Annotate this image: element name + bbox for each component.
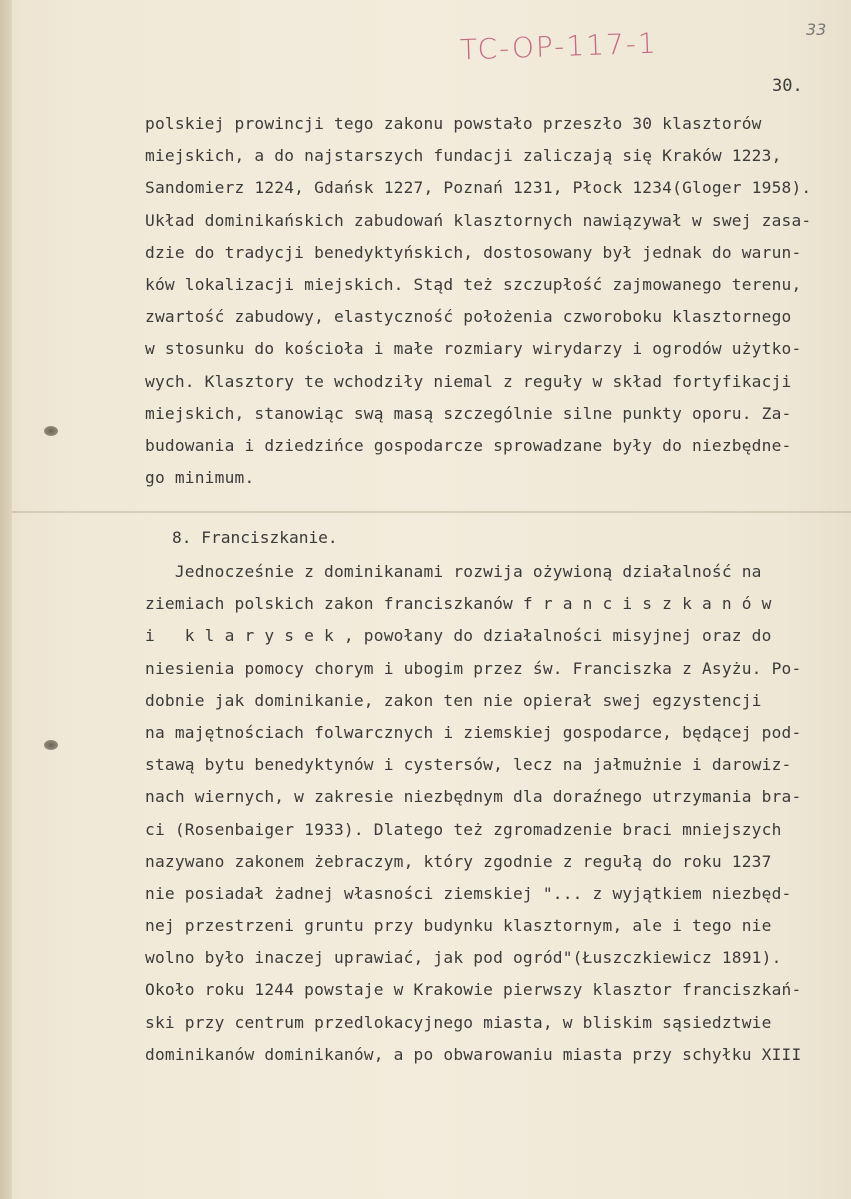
text-line: nazywano zakonem żebraczym, który zgodnie z regułą do roku 1237: [145, 851, 772, 871]
text-line: Sandomierz 1224, Gdańsk 1227, Poznań 1231, Płock 1234(Gloger 1958).: [145, 178, 812, 198]
text-line: wolno było inaczej uprawiać, jak pod ogród"(Łuszczkiewicz 1891).: [145, 948, 782, 968]
archive-reference: TC-OP-117-1: [459, 26, 659, 67]
text-line: w stosunku do kościoła i małe rozmiary wirydarzy i ogrodów użytko-: [145, 339, 802, 359]
text-line: niesienia pomocy chorym i ubogim przez św. Franciszka z Asyżu. Po-: [145, 658, 802, 678]
text-line: ziemiach polskich zakon franciszkanów f r a n c i s z k a n ó w: [145, 594, 772, 614]
text-line: Około roku 1244 powstaje w Krakowie pierwszy klasztor franciszkań-: [145, 980, 802, 1000]
punch-hole: [44, 426, 58, 436]
section-heading: 8. Franciszkanie.: [172, 528, 338, 547]
text-line: zwartość zabudowy, elastyczność położenia czworoboku klasztornego: [145, 307, 792, 327]
text-line: go minimum.: [145, 468, 255, 488]
punch-hole: [44, 740, 58, 750]
paragraph-1: [145, 108, 835, 494]
text-line: wych. Klasztory te wchodziły niemal z reguły w skład fortyfikacji: [145, 371, 792, 391]
fold-line: [12, 511, 851, 513]
text-line: dzie do tradycji benedyktyńskich, dostosowany był jednak do warun-: [145, 242, 802, 262]
text-line: na majętnościach folwarcznych i ziemskiej gospodarce, będącej pod-: [145, 722, 802, 742]
paragraph-2: [145, 556, 835, 1071]
text-line: stawą bytu benedyktynów i cystersów, lecz na jałmużnie i darowiz-: [145, 755, 792, 775]
text-line: dominikanów dominikanów, a po obwarowaniu miasta przy schyłku XIII: [145, 1044, 802, 1064]
text-line: nie posiadał żadnej własności ziemskiej "... z wyjątkiem niezbęd-: [145, 883, 792, 903]
text-line: miejskich, a do najstarszych fundacji zaliczają się Kraków 1223,: [145, 146, 782, 166]
text-line: dobnie jak dominikanie, zakon ten nie opierał swej egzystencji: [145, 690, 762, 710]
text-line: Układ dominikańskich zabudowań klasztornych nawiązywał w swej zasa-: [145, 210, 812, 230]
text-line: nach wiernych, w zakresie niezbędnym dla doraźnego utrzymania bra-: [145, 787, 802, 807]
text-line: ci (Rosenbaiger 1933). Dlatego też zgromadzenie braci mniejszych: [145, 819, 782, 839]
corner-number: 33: [806, 20, 827, 39]
page-number: 30.: [772, 76, 803, 96]
text-line: polskiej prowincji tego zakonu powstało przeszło 30 klasztorów: [145, 114, 762, 133]
text-line: ski przy centrum przedlokacyjnego miasta, w bliskim sąsiedztwie: [145, 1012, 772, 1032]
text-line: nej przestrzeni gruntu przy budynku klasztornym, ale i tego nie: [145, 916, 772, 936]
text-line: miejskich, stanowiąc swą masą szczególnie silne punkty oporu. Za-: [145, 403, 792, 423]
text-line: Jednocześnie z dominikanami rozwija ożywioną działalność na: [145, 562, 762, 581]
text-line: i k l a r y s e k , powołany do działalności misyjnej oraz do: [145, 626, 772, 646]
text-line: ków lokalizacji miejskich. Stąd też szczupłość zajmowanego terenu,: [145, 274, 802, 294]
text-line: budowania i dziedzińce gospodarcze sprowadzane były do niezbędne-: [145, 435, 792, 455]
